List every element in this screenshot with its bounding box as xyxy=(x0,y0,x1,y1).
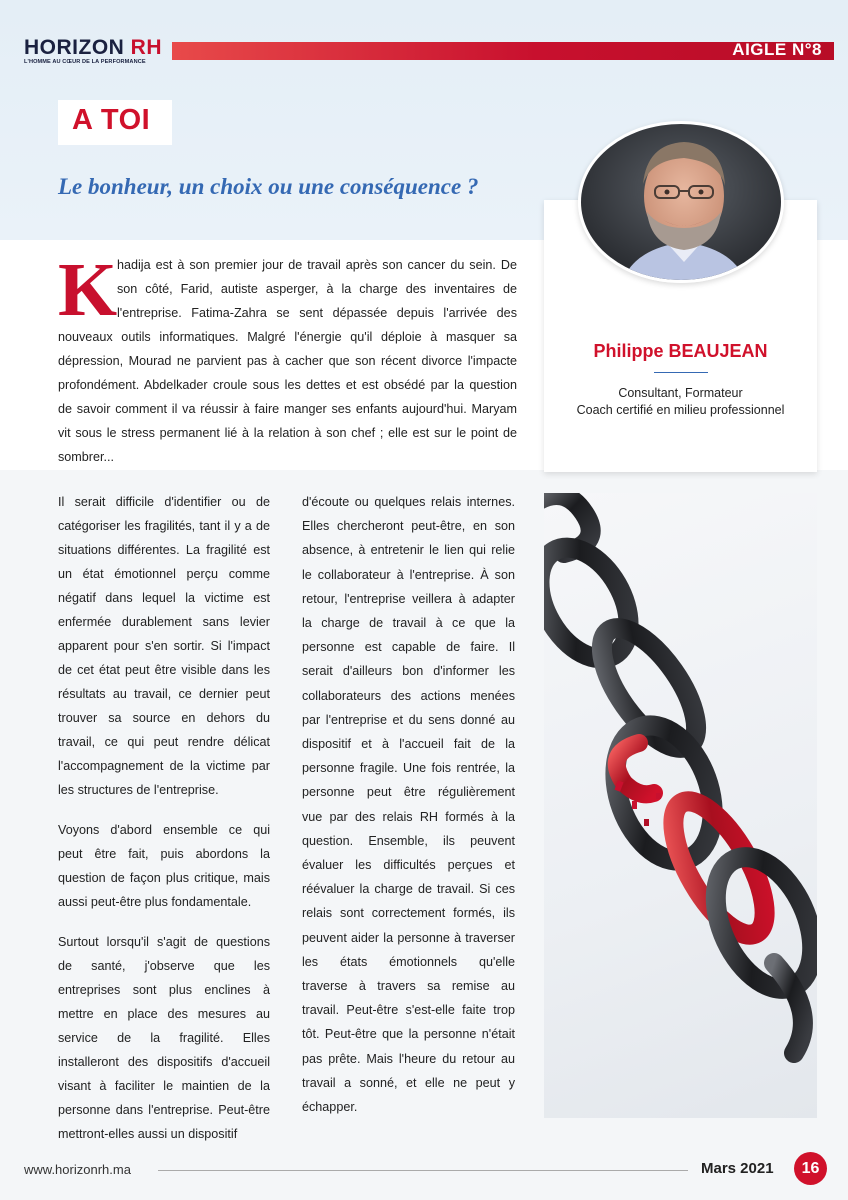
body-line: évaluer les difficultés perçues et xyxy=(302,858,515,872)
body-line: trouver sa source en dehors du xyxy=(58,711,270,725)
body-line: serait d'ailleurs bon d'informer les xyxy=(302,664,515,679)
author-role-line-2: Coach certifié en milieu professionnel xyxy=(576,403,785,417)
logo xyxy=(24,37,162,66)
body-line: mettre en place des mesures au xyxy=(58,1007,270,1021)
body-line: réévaluer la charge de travail. Si ces xyxy=(302,882,515,897)
chain-illustration xyxy=(544,493,817,1118)
body-line: visant à faciliter le maintien de la xyxy=(58,1079,270,1093)
intro-line: hadija est à son premier jour de travail après son cancer du sein. De xyxy=(117,258,517,272)
body-line: Elles chercheront peut-être, en son xyxy=(302,519,515,534)
intro-line: son côté, Farid, autiste asperger, à la charge des inventaires de xyxy=(117,282,517,296)
footer-rule xyxy=(158,1170,688,1171)
body-line: relais sont correctement formés, ils xyxy=(302,906,515,921)
body-line: traverse à travers sa remise au xyxy=(302,979,515,993)
body-line: pas prête. Mais l'heure du retour au xyxy=(302,1051,515,1066)
body-line: négatif dans lequel la victime est xyxy=(58,591,270,605)
body-line: personne est capable de faire. Il xyxy=(302,640,515,655)
body-line: de cet état peut être visible dans les xyxy=(58,663,270,677)
body-line: collaborateurs des actions menées xyxy=(302,688,515,703)
page-number: 16 xyxy=(794,1152,827,1185)
body-line: travail, ce qui peut rendre délicat xyxy=(58,735,270,749)
body-line: les états émotionnels qu'elle xyxy=(302,954,515,969)
body-line: d'écoute ou quelques relais internes. xyxy=(302,495,515,509)
body-line: catégoriser les fragilités, tant il y a de xyxy=(58,519,270,533)
intro-line: profondément. Abdelkader croule sous les dettes et est obsédé par la question xyxy=(58,378,517,392)
body-line: aussi peut-être plus fondamentale. xyxy=(58,895,252,909)
body-line: service de la fragilité. Elles xyxy=(58,1031,270,1045)
body-line: personne dans l'entreprise. Peut-être xyxy=(58,1103,270,1117)
intro-line: nouveaux outils informatiques. Malgré l'énergie qu'il déploie à masquer sa xyxy=(58,330,517,344)
body-line: tôt. Peut-être que la personne n'était xyxy=(302,1027,515,1042)
body-line: Voyons d'abord ensemble ce qui xyxy=(58,823,270,837)
body-line: travail a sonné, et elle ne peut y xyxy=(302,1075,515,1090)
logo-rh: RH xyxy=(130,36,163,59)
body-line: dispositif et à l'accueil fait de la xyxy=(302,737,515,751)
body-line: mettront-elles aussi un dispositif xyxy=(58,1127,238,1141)
body-line: résultats au travail, ce dernier peut xyxy=(58,687,270,701)
author-name: Philippe BEAUJEAN xyxy=(593,341,768,361)
body-line: l'accompagnement de la victime par xyxy=(58,759,270,773)
body-line: entreprises sont plus enclines à xyxy=(58,983,270,997)
portrait-icon xyxy=(581,124,784,283)
author-photo xyxy=(578,121,784,283)
body-line: installeront des dispositifs d'accueil xyxy=(58,1055,270,1069)
logo-wordmark xyxy=(24,37,162,59)
body-line: question de façon plus critique, mais xyxy=(58,871,270,885)
body-line: enfermée durablement sans levier xyxy=(58,615,270,629)
author-role-line-1: Consultant, Formateur xyxy=(618,386,743,400)
body-line: travail. Peut-être s'est-elle faite trop xyxy=(302,1003,515,1018)
logo-tagline: L'HOMME AU CŒUR DE LA PERFORMANCE xyxy=(24,59,146,65)
footer-date: Mars 2021 xyxy=(701,1160,774,1177)
body-line: apparent pour s'en sortir. Si l'impact xyxy=(58,639,270,653)
body-line: échapper. xyxy=(302,1100,358,1114)
body-line: situations différentes. La fragilité est xyxy=(58,543,270,557)
drop-cap: K xyxy=(58,248,118,332)
body-line: un état émotionnel perçu comme xyxy=(58,567,270,581)
body-line: question. Ensemble, ils peuvent xyxy=(302,833,515,848)
body-line: de santé, j'observe que les xyxy=(58,959,270,973)
intro-line: l'entreprise. Fatima-Zahra se sent dépassée depuis l'arrivée des xyxy=(117,306,517,320)
body-line: le collaborateur à l'entreprise. À son xyxy=(302,567,515,582)
section-title: A TOI xyxy=(72,104,151,136)
body-line: peuvent aider la personne à traverser xyxy=(302,930,515,945)
intro-line: de savoir comment il va réussir à faire manger ses enfants aujourd'hui. Maryam xyxy=(58,402,517,416)
body-line: la charge de travail à ce que la xyxy=(302,616,515,630)
broken-chain-icon xyxy=(544,493,817,1118)
issue-number: AIGLE N°8 xyxy=(732,40,822,59)
intro-line: sombrer... xyxy=(58,450,114,464)
body-line: Surtout lorsqu'il s'agit de questions xyxy=(58,935,270,949)
article-headline: Le bonheur, un choix ou une conséquence ? xyxy=(58,174,479,199)
body-line: vue par des relais RH formés à la xyxy=(302,809,515,824)
intro-line: vit sous le stress permanent lié à la relation à son chef ; elle est sur le point de xyxy=(58,426,517,440)
body-line: les structures de l'entreprise. xyxy=(58,783,219,797)
body-line: par l'entreprise et du sens donné au xyxy=(302,712,515,727)
author-divider xyxy=(654,372,708,373)
footer-url[interactable]: www.horizonrh.ma xyxy=(24,1162,131,1177)
logo-horizon: HORIZON xyxy=(24,36,125,59)
intro-line: dépression, Mourad ne parvient pas à cacher que son récent divorce l'impacte xyxy=(58,354,517,368)
body-line: personne fragile. Une fois rentrée, la xyxy=(302,761,515,776)
body-line: personne peut être régulièrement xyxy=(302,785,515,800)
author-role xyxy=(544,385,817,419)
body-line: retour, l'entreprise veillera à adapter xyxy=(302,591,515,606)
body-line: Il serait difficile d'identifier ou de xyxy=(58,495,270,509)
body-line: absence, à entretenir le lien qui relie xyxy=(302,543,515,558)
body-line: peut être fait, puis abordons la xyxy=(58,847,270,861)
